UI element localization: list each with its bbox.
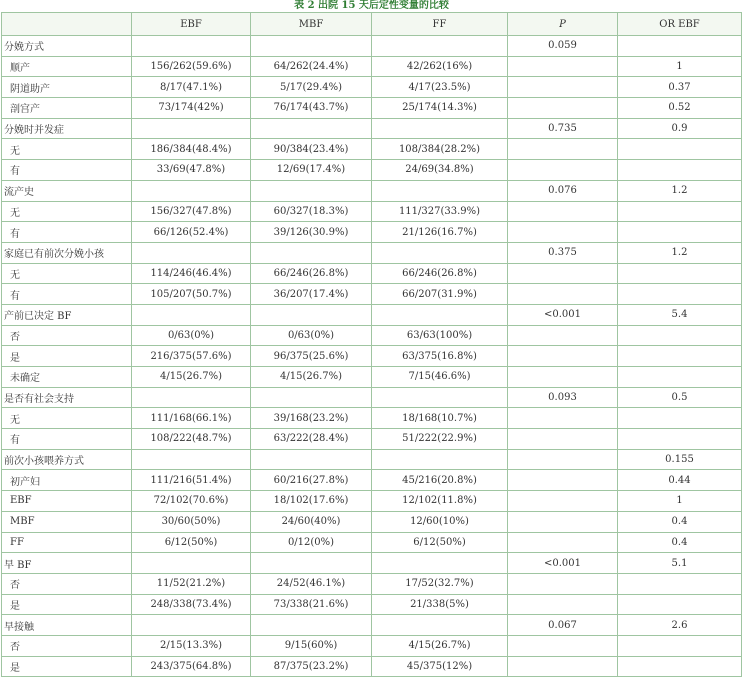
header-ff: FF: [372, 13, 508, 36]
category-row: [2, 118, 742, 139]
table-row: [2, 635, 742, 656]
cell-or-ebf: 2.6: [618, 615, 742, 636]
cell-mbf: 12/69(17.4%): [251, 160, 372, 181]
cell-or-ebf: [618, 635, 742, 656]
table-row: [2, 139, 742, 160]
cell-or-ebf: 0.4: [618, 532, 742, 553]
cell-p: [508, 408, 618, 429]
row-label: 否: [2, 635, 132, 656]
cell-p: 0.076: [508, 180, 618, 201]
header-row: [2, 13, 742, 36]
table-row: [2, 77, 742, 98]
cell-ff: [372, 118, 508, 139]
comparison-table: [1, 12, 742, 677]
row-label: 初产妇: [2, 470, 132, 491]
cell-mbf: [251, 180, 372, 201]
cell-mbf: 24/52(46.1%): [251, 573, 372, 594]
cell-p: [508, 573, 618, 594]
row-label: 无: [2, 139, 132, 160]
cell-ebf: 33/69(47.8%): [132, 160, 251, 181]
row-label: 顺产: [2, 56, 132, 77]
cell-ff: 4/17(23.5%): [372, 77, 508, 98]
cell-ebf: [132, 615, 251, 636]
table-row: [2, 656, 742, 677]
cell-ff: 12/102(11.8%): [372, 491, 508, 512]
cell-mbf: [251, 449, 372, 470]
cell-mbf: 73/338(21.6%): [251, 594, 372, 615]
row-label: 前次小孩喂养方式: [2, 449, 132, 470]
row-label: EBF: [2, 491, 132, 512]
table-caption: 表 2 出院 15 天后定性变量的比较: [294, 0, 449, 11]
cell-or-ebf: 0.52: [618, 98, 742, 119]
cell-ff: 45/216(20.8%): [372, 470, 508, 491]
cell-ff: 25/174(14.3%): [372, 98, 508, 119]
cell-mbf: 18/102(17.6%): [251, 491, 372, 512]
cell-ff: [372, 615, 508, 636]
table-row: [2, 408, 742, 429]
cell-mbf: 63/222(28.4%): [251, 429, 372, 450]
row-label: 无: [2, 408, 132, 429]
cell-ebf: [132, 180, 251, 201]
cell-mbf: [251, 387, 372, 408]
cell-ebf: 4/15(26.7%): [132, 367, 251, 388]
header-p: P: [508, 13, 618, 36]
cell-ff: 66/207(31.9%): [372, 284, 508, 305]
cell-ebf: 105/207(50.7%): [132, 284, 251, 305]
row-label: 有: [2, 429, 132, 450]
cell-or-ebf: [618, 284, 742, 305]
cell-ebf: [132, 304, 251, 325]
row-label: 流产史: [2, 180, 132, 201]
cell-or-ebf: 0.5: [618, 387, 742, 408]
cell-p: [508, 656, 618, 677]
cell-p: [508, 594, 618, 615]
cell-ff: [372, 180, 508, 201]
cell-p: [508, 284, 618, 305]
cell-or-ebf: 1: [618, 56, 742, 77]
cell-or-ebf: [618, 573, 742, 594]
table-body: [2, 36, 742, 677]
cell-ebf: 111/216(51.4%): [132, 470, 251, 491]
cell-or-ebf: [618, 594, 742, 615]
cell-or-ebf: [618, 429, 742, 450]
cell-p: [508, 139, 618, 160]
table-row: [2, 532, 742, 553]
cell-ebf: 2/15(13.3%): [132, 635, 251, 656]
table-row: [2, 367, 742, 388]
category-row: [2, 36, 742, 57]
row-label: 家庭已有前次分娩小孩: [2, 242, 132, 263]
table-row: [2, 263, 742, 284]
cell-ff: 51/222(22.9%): [372, 429, 508, 450]
cell-ebf: 30/60(50%): [132, 511, 251, 532]
cell-p: [508, 511, 618, 532]
table-row: [2, 429, 742, 450]
cell-mbf: [251, 118, 372, 139]
row-label: 否: [2, 573, 132, 594]
table-row: [2, 346, 742, 367]
cell-ebf: [132, 387, 251, 408]
cell-ff: 66/246(26.8%): [372, 263, 508, 284]
cell-ebf: 156/327(47.8%): [132, 201, 251, 222]
table-row: [2, 160, 742, 181]
table-row: [2, 573, 742, 594]
cell-ebf: [132, 36, 251, 57]
cell-ff: 21/126(16.7%): [372, 222, 508, 243]
cell-or-ebf: [618, 346, 742, 367]
cell-mbf: 76/174(43.7%): [251, 98, 372, 119]
cell-or-ebf: 1.2: [618, 180, 742, 201]
table-row: [2, 98, 742, 119]
cell-mbf: 60/327(18.3%): [251, 201, 372, 222]
cell-or-ebf: [618, 139, 742, 160]
cell-mbf: [251, 615, 372, 636]
cell-p: 0.067: [508, 615, 618, 636]
cell-ff: [372, 449, 508, 470]
row-label: 否: [2, 325, 132, 346]
cell-ebf: 186/384(48.4%): [132, 139, 251, 160]
cell-ebf: 72/102(70.6%): [132, 491, 251, 512]
cell-p: [508, 160, 618, 181]
cell-mbf: [251, 553, 372, 574]
row-label: 有: [2, 160, 132, 181]
cell-p: [508, 429, 618, 450]
cell-or-ebf: 0.4: [618, 511, 742, 532]
cell-mbf: 4/15(26.7%): [251, 367, 372, 388]
cell-p: [508, 222, 618, 243]
cell-ff: 42/262(16%): [372, 56, 508, 77]
cell-or-ebf: [618, 222, 742, 243]
row-label: 阴道助产: [2, 77, 132, 98]
cell-p: [508, 56, 618, 77]
row-label: 分娩时并发症: [2, 118, 132, 139]
category-row: [2, 553, 742, 574]
row-label: 是: [2, 346, 132, 367]
cell-mbf: 9/15(60%): [251, 635, 372, 656]
header-ebf: EBF: [132, 13, 251, 36]
cell-mbf: 66/246(26.8%): [251, 263, 372, 284]
cell-ff: 7/15(46.6%): [372, 367, 508, 388]
category-row: [2, 615, 742, 636]
table-row: [2, 594, 742, 615]
cell-ff: 111/327(33.9%): [372, 201, 508, 222]
row-label: 早 BF: [2, 553, 132, 574]
row-label: 剖宫产: [2, 98, 132, 119]
cell-p: [508, 325, 618, 346]
table-header: [2, 13, 742, 36]
cell-ff: [372, 36, 508, 57]
cell-p: [508, 449, 618, 470]
cell-mbf: 60/216(27.8%): [251, 470, 372, 491]
cell-ff: [372, 387, 508, 408]
cell-or-ebf: 5.1: [618, 553, 742, 574]
cell-p: [508, 367, 618, 388]
cell-ff: 12/60(10%): [372, 511, 508, 532]
cell-ff: 18/168(10.7%): [372, 408, 508, 429]
cell-or-ebf: [618, 201, 742, 222]
cell-mbf: 5/17(29.4%): [251, 77, 372, 98]
cell-or-ebf: [618, 367, 742, 388]
row-label: 产前已决定 BF: [2, 304, 132, 325]
cell-or-ebf: [618, 325, 742, 346]
row-label: 是: [2, 656, 132, 677]
cell-or-ebf: 1: [618, 491, 742, 512]
cell-or-ebf: [618, 408, 742, 429]
cell-p: [508, 635, 618, 656]
cell-ebf: 66/126(52.4%): [132, 222, 251, 243]
cell-mbf: [251, 304, 372, 325]
cell-ebf: [132, 449, 251, 470]
row-label: 无: [2, 201, 132, 222]
cell-ebf: 114/246(46.4%): [132, 263, 251, 284]
cell-p: 0.375: [508, 242, 618, 263]
cell-ff: 21/338(5%): [372, 594, 508, 615]
cell-or-ebf: 0.155: [618, 449, 742, 470]
cell-ebf: [132, 118, 251, 139]
table-row: [2, 222, 742, 243]
cell-mbf: 36/207(17.4%): [251, 284, 372, 305]
cell-ebf: 248/338(73.4%): [132, 594, 251, 615]
table-row: [2, 470, 742, 491]
table-row: [2, 511, 742, 532]
row-label: 是否有社会支持: [2, 387, 132, 408]
row-label: 无: [2, 263, 132, 284]
row-label: FF: [2, 532, 132, 553]
cell-ebf: [132, 553, 251, 574]
cell-p: [508, 201, 618, 222]
cell-mbf: [251, 36, 372, 57]
cell-p: [508, 532, 618, 553]
cell-ebf: 0/63(0%): [132, 325, 251, 346]
category-row: [2, 304, 742, 325]
cell-p: [508, 491, 618, 512]
cell-mbf: 24/60(40%): [251, 511, 372, 532]
cell-ebf: 111/168(66.1%): [132, 408, 251, 429]
header-mbf: MBF: [251, 13, 372, 36]
cell-or-ebf: 0.44: [618, 470, 742, 491]
cell-ebf: 8/17(47.1%): [132, 77, 251, 98]
cell-mbf: 96/375(25.6%): [251, 346, 372, 367]
cell-ebf: 156/262(59.6%): [132, 56, 251, 77]
cell-p: [508, 346, 618, 367]
category-row: [2, 387, 742, 408]
cell-or-ebf: 1.2: [618, 242, 742, 263]
cell-ebf: 216/375(57.6%): [132, 346, 251, 367]
cell-or-ebf: 0.9: [618, 118, 742, 139]
cell-or-ebf: [618, 656, 742, 677]
cell-mbf: 0/12(0%): [251, 532, 372, 553]
row-label: 分娩方式: [2, 36, 132, 57]
cell-p: <0.001: [508, 553, 618, 574]
cell-mbf: 39/126(30.9%): [251, 222, 372, 243]
row-label: 早接触: [2, 615, 132, 636]
cell-ff: 6/12(50%): [372, 532, 508, 553]
row-label: 是: [2, 594, 132, 615]
cell-ebf: [132, 242, 251, 263]
cell-ff: 4/15(26.7%): [372, 635, 508, 656]
row-label: MBF: [2, 511, 132, 532]
row-label: 有: [2, 284, 132, 305]
cell-p: [508, 98, 618, 119]
cell-p: [508, 77, 618, 98]
cell-ff: 63/63(100%): [372, 325, 508, 346]
cell-ff: [372, 553, 508, 574]
cell-p: 0.093: [508, 387, 618, 408]
cell-p: 0.735: [508, 118, 618, 139]
cell-or-ebf: [618, 263, 742, 284]
cell-mbf: 39/168(23.2%): [251, 408, 372, 429]
cell-or-ebf: [618, 160, 742, 181]
table-row: [2, 325, 742, 346]
cell-or-ebf: [618, 36, 742, 57]
table-row: [2, 201, 742, 222]
category-row: [2, 242, 742, 263]
cell-ff: [372, 242, 508, 263]
table-row: [2, 491, 742, 512]
cell-ff: 17/52(32.7%): [372, 573, 508, 594]
cell-mbf: 0/63(0%): [251, 325, 372, 346]
cell-ff: 63/375(16.8%): [372, 346, 508, 367]
cell-or-ebf: 0.37: [618, 77, 742, 98]
row-label: 有: [2, 222, 132, 243]
table-row: [2, 284, 742, 305]
cell-ebf: 11/52(21.2%): [132, 573, 251, 594]
category-row: [2, 180, 742, 201]
cell-ebf: 108/222(48.7%): [132, 429, 251, 450]
cell-or-ebf: 5.4: [618, 304, 742, 325]
cell-ff: [372, 304, 508, 325]
cell-ebf: 73/174(42%): [132, 98, 251, 119]
header-or-ebf: OR EBF: [618, 13, 742, 36]
cell-mbf: [251, 242, 372, 263]
row-label: 未确定: [2, 367, 132, 388]
cell-mbf: 87/375(23.2%): [251, 656, 372, 677]
cell-ff: 45/375(12%): [372, 656, 508, 677]
cell-p: 0.059: [508, 36, 618, 57]
cell-ebf: 243/375(64.8%): [132, 656, 251, 677]
header-variable: [2, 13, 132, 36]
cell-mbf: 64/262(24.4%): [251, 56, 372, 77]
cell-p: <0.001: [508, 304, 618, 325]
cell-p: [508, 470, 618, 491]
cell-mbf: 90/384(23.4%): [251, 139, 372, 160]
cell-ff: 108/384(28.2%): [372, 139, 508, 160]
cell-p: [508, 263, 618, 284]
cell-ebf: 6/12(50%): [132, 532, 251, 553]
cell-ff: 24/69(34.8%): [372, 160, 508, 181]
table-row: [2, 56, 742, 77]
category-row: [2, 449, 742, 470]
